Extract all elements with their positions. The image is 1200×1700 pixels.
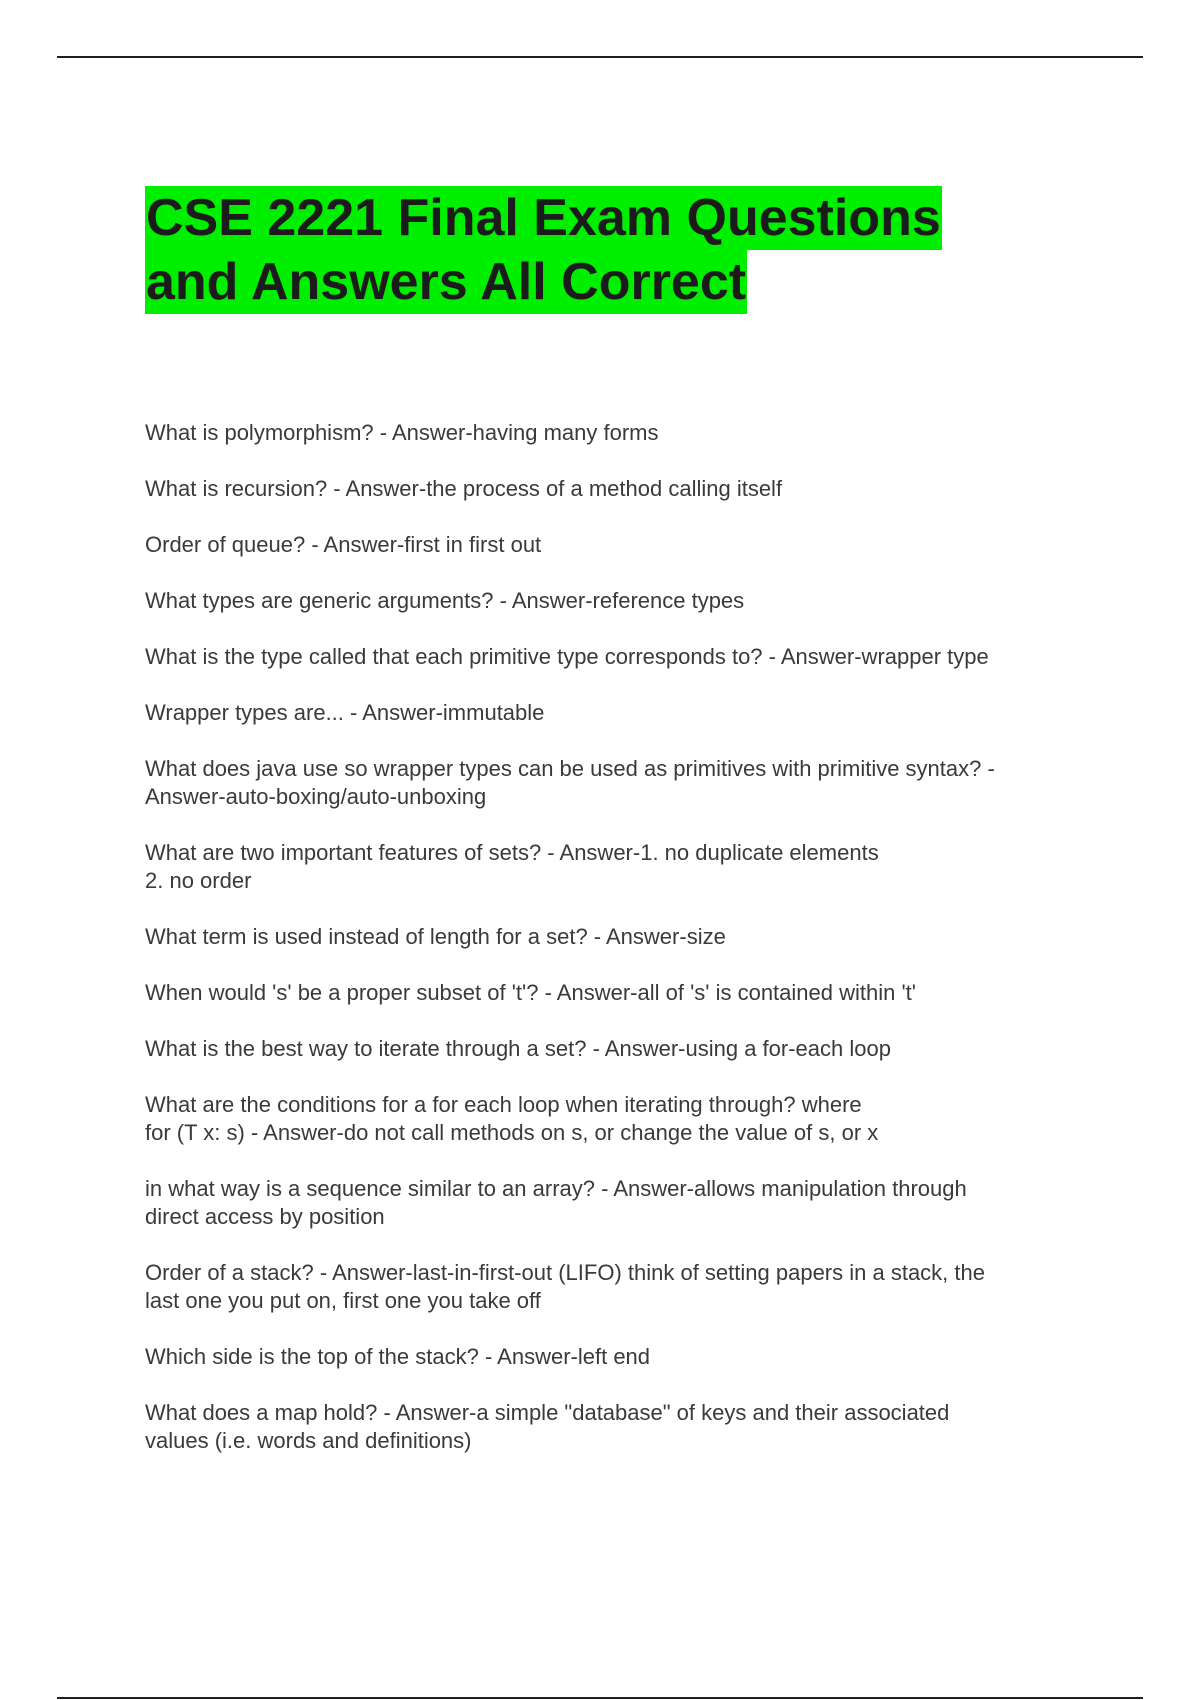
qa-item-13: in what way is a sequence similar to an array? - Answer-allows manipulation through direct access by position <box>145 1176 967 1229</box>
qa-item-6: Wrapper types are... - Answer-immutable <box>145 700 545 725</box>
qa-item-16: What does a map hold? - Answer-a simple "database" of keys and their associated values (i.e. words and definitions) <box>145 1400 950 1453</box>
title-line-2: and Answers All Correct <box>145 250 747 314</box>
qa-item-14: Order of a stack? - Answer-last-in-first-out (LIFO) think of setting papers in a stack, the last one you put on, first one you take off <box>145 1260 985 1313</box>
qa-item-8: What are two important features of sets? - Answer-1. no duplicate elements 2. no order <box>145 840 879 893</box>
document-title <box>145 186 1045 314</box>
qa-item-4: What types are generic arguments? - Answer-reference types <box>145 588 745 613</box>
qa-item-12: What are the conditions for a for each loop when iterating through? where for (T x: s) - Answer-do not call methods on s, or change the value of s, or x <box>145 1092 879 1145</box>
qa-item-9: What term is used instead of length for a set? - Answer-size <box>145 924 726 949</box>
qa-item-3: Order of queue? - Answer-first in first out <box>145 532 542 557</box>
qa-item-2: What is recursion? - Answer-the process of a method calling itself <box>145 476 783 501</box>
qa-item-15: Which side is the top of the stack? - Answer-left end <box>145 1344 651 1369</box>
qa-item-1: What is polymorphism? - Answer-having many forms <box>145 420 659 445</box>
qa-item-5: What is the type called that each primitive type corresponds to? - Answer-wrapper type <box>145 644 989 669</box>
qa-item-10: When would 's' be a proper subset of 't'? - Answer-all of 's' is contained within 't' <box>145 980 916 1005</box>
title-line-1: CSE 2221 Final Exam Questions <box>145 186 942 250</box>
bottom-rule <box>57 1697 1143 1699</box>
qa-item-7: What does java use so wrapper types can be used as primitives with primitive syntax? - Answer-auto-boxing/auto-unboxing <box>145 756 995 809</box>
qa-list <box>145 419 1105 1483</box>
qa-item-11: What is the best way to iterate through a set? - Answer-using a for-each loop <box>145 1036 891 1061</box>
top-rule <box>57 56 1143 58</box>
